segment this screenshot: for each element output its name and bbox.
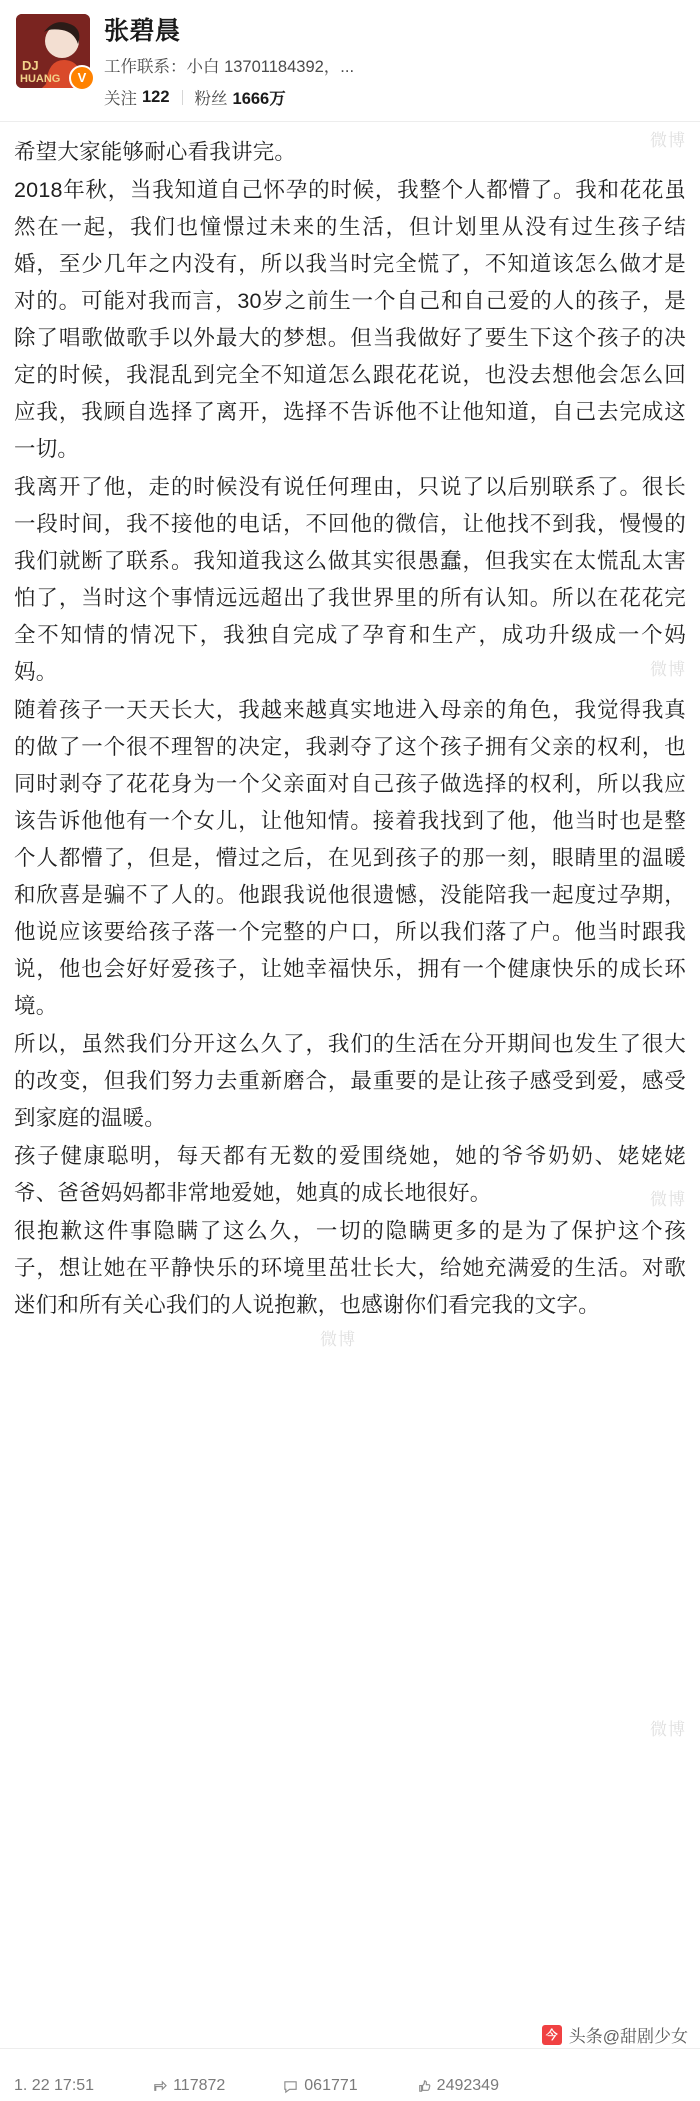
source-label: 头条@甜剧少女 bbox=[568, 2027, 688, 2046]
forward-stat[interactable] bbox=[152, 2077, 225, 2095]
avatar[interactable] bbox=[16, 14, 90, 88]
source-attribution bbox=[542, 2022, 688, 2047]
like-stat[interactable] bbox=[416, 2077, 499, 2095]
toutiao-logo-icon: 今 bbox=[542, 2025, 562, 2045]
user-nickname[interactable]: 张碧晨 bbox=[104, 17, 181, 45]
post-header bbox=[0, 0, 700, 122]
stats-divider bbox=[182, 90, 183, 105]
svg-text:HUANG: HUANG bbox=[20, 73, 61, 85]
weibo-watermark: 微博 bbox=[320, 1330, 356, 1349]
post-footer bbox=[0, 2048, 700, 2101]
post-paragraph: 所以，虽然我们分开这么久了，我们的生活在分开期间也发生了很大的改变，但我们努力去重新磨合，最重要的是让孩子感受到爱，感受到家庭的温暖。 bbox=[14, 1032, 686, 1131]
weibo-watermark: 微博 bbox=[650, 660, 686, 679]
following-count[interactable]: 122 bbox=[142, 87, 170, 106]
header-info bbox=[104, 14, 684, 109]
like-count: 2492349 bbox=[436, 2077, 499, 2094]
followers-label: 粉丝 bbox=[194, 90, 228, 109]
post-stats-row bbox=[0, 2073, 700, 2099]
post-paragraph: 随着孩子一天天长大，我越来越真实地进入母亲的角色，我觉得我真的做了一个很不理智的决定，我剥夺了这个孩子拥有父亲的权利，也同时剥夺了花花身为一个父亲面对自己孩子做选择的权利，所以我应该告诉他他有一个女儿，让他知情。接着我找到了他，他当时也是整个人都懵了，但是，懵过之后，在见到孩子的那一刻，眼睛里的温暖和欣喜是骗不了人的。他跟我说他很遗憾，没能陪我一起度过孕期，他说应该要给孩子落一个完整的户口，所以我们落了户。他当时跟我说，他也会好好爱孩子，让她幸福快乐，拥有一个健康快乐的成长环境。 bbox=[14, 698, 686, 1019]
followers-count[interactable]: 1666万 bbox=[232, 90, 286, 109]
comment-stat[interactable] bbox=[283, 2077, 357, 2095]
post-content bbox=[0, 122, 700, 1324]
user-contact-line: 工作联系：小白 13701184392，... bbox=[104, 58, 355, 77]
forward-count: 117872 bbox=[173, 2077, 226, 2094]
post-paragraph: 希望大家能够耐心看我讲完。 bbox=[14, 140, 297, 165]
post-timestamp bbox=[14, 2077, 94, 2095]
timestamp-text: 1. 22 17:51 bbox=[14, 2077, 95, 2094]
user-stats bbox=[104, 85, 684, 109]
post-paragraph: 很抱歉这件事隐瞒了这么久，一切的隐瞒更多的是为了保护这个孩子，想让她在平静快乐的环境里茁壮长大，给她充满爱的生活。对歌迷们和所有关心我们的人说抱歉，也感谢你们看完我的文字。 bbox=[14, 1219, 686, 1318]
following-label: 关注 bbox=[104, 90, 137, 109]
verified-badge: V bbox=[69, 65, 95, 91]
forward-icon bbox=[152, 2079, 167, 2094]
weibo-watermark: 微博 bbox=[650, 1720, 686, 1739]
post-paragraph: 2018年秋，当我知道自己怀孕的时候，我整个人都懵了。我和花花虽然在一起，我们也憧憬过未来的生活，但计划里从没有过生孩子结婚，至少几年之内没有，所以我当时完全慌了，不知道该怎么做才是对的。可能对我而言，30岁之前生一个自己和自己爱的人的孩子，是除了唱歌做歌手以外最大的梦想。但当我做好了要生下这个孩子的决定的时候，我混乱到完全不知道怎么跟花花说，也没去想他会怎么回应我，我顾自选择了离开，选择不告诉他不让他知道，自己去完成这一切。 bbox=[14, 178, 686, 462]
weibo-watermark: 微博 bbox=[650, 1190, 686, 1209]
post-paragraph: 我离开了他，走的时候没有说任何理由，只说了以后别联系了。很长一段时间，我不接他的电话，不回他的微信，让他找不到我，慢慢的我们就断了联系。我知道我这么做其实很愚蠢，但我实在太慌乱太害怕了，当时这个事情远远超出了我世界里的所有认知。所以在花花完全不知情的情况下，我独自完成了孕育和生产，成功升级成一个妈妈。 bbox=[14, 475, 686, 685]
weibo-watermark: 微博 bbox=[650, 131, 686, 150]
svg-text:DJ: DJ bbox=[22, 58, 39, 73]
comment-icon bbox=[283, 2079, 298, 2094]
like-icon bbox=[416, 2079, 431, 2094]
comment-count: 061771 bbox=[304, 2077, 358, 2094]
post-paragraph: 孩子健康聪明，每天都有无数的爱围绕她，她的爷爷奶奶、姥姥姥爷、爸爸妈妈都非常地爱她，她真的成长地很好。 bbox=[14, 1144, 686, 1206]
